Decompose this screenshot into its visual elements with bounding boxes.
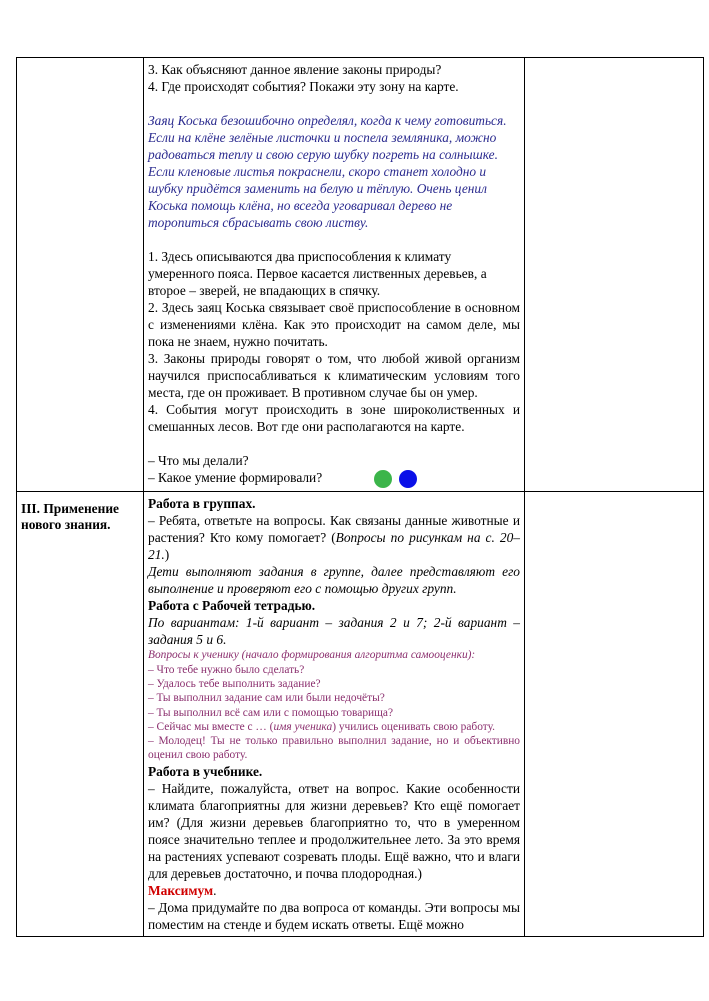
answer-3: 3. Законы природы говорят о том, что любой живой организм научился приспосабливаться к климатическим условиям того места, где он проживает. В противном случае бы он умер. — [148, 351, 520, 400]
group-work-instruction: Дети выполняют задания в группе, далее представляют его выполнение и проверяют его с помощью других групп. — [148, 564, 520, 597]
final-question-2: – Какое умение формировали? — [148, 469, 520, 488]
question-3: 3. Как объясняют данное явление законы природы? — [148, 62, 442, 77]
stage-cell — [17, 58, 144, 492]
textbook-heading: Работа в учебнике. — [148, 763, 263, 779]
stage-title: III. Применение нового знания. — [21, 501, 120, 533]
self-assessment-together: – Сейчас мы вместе с … (имя ученика) учились оценивать свою работу. — [148, 720, 496, 733]
notes-cell — [525, 58, 704, 492]
textbook-text: – Найдите, пожалуйста, ответ на вопрос. Какие особенности климата благоприятны для жизни деревьев? Кто ещё помогает им? (Для жизни деревьев благоприятно то, что в умеренном поясе значительно теплее и продолжительнее лето. За это время на растениях успевают созревать плоды. Ещё важно, что и влаги для деревьев достаточно, и почва плодородная.) — [148, 780, 520, 881]
maximum-text: – Дома придумайте по два вопроса от команды. Эти вопросы мы поместим на стенде и будем искать ответы. Ещё можно — [148, 899, 520, 932]
group-work-text: – Ребята, ответьте на вопросы. Как связаны данные животные и растения? Кто кому помогает? (Вопросы по рисункам на с. 20–21.) — [148, 513, 520, 563]
group-work-heading: Работа в группах. — [148, 496, 256, 512]
final-question-1: – Что мы делали? — [148, 453, 249, 468]
self-assessment-title: Вопросы к ученику (начало формирования алгоритма самооценки): — [148, 649, 476, 662]
table-row — [17, 58, 704, 492]
maximum-heading: Максимум. — [148, 882, 217, 898]
workbook-variants: По вариантам: 1-й вариант – задания 2 и 7; 2-й вариант – задания 5 и 6. — [148, 615, 520, 648]
answer-2: 2. Здесь заяц Коська связывает своё приспособление в основном с изменениями клёна. Как это происходит на самом деле, мы пока не знаем, нужно почитать. — [148, 300, 520, 349]
self-assessment-q1: – Что тебе нужно было сделать? — [148, 663, 305, 676]
self-assessment-q3: – Ты выполнил задание сам или были недочёты? — [148, 692, 385, 705]
green-dot-icon — [374, 470, 392, 488]
table-row — [17, 492, 704, 936]
self-assessment-q2: – Удалось тебе выполнить задание? — [148, 677, 321, 690]
answer-4: 4. События могут происходить в зоне широколиственных и смешанных лесов. Вот где они располагаются на карте. — [148, 402, 520, 434]
lesson-table — [16, 57, 704, 937]
blue-dot-icon — [399, 470, 417, 488]
content-cell — [144, 492, 525, 936]
question-4: 4. Где происходят события? Покажи эту зону на карте. — [148, 79, 459, 94]
notes-cell — [525, 492, 704, 936]
content-cell — [144, 58, 525, 492]
self-assessment-praise: – Молодец! Ты не только правильно выполнил задание, но и объективно оценил свою работу. — [148, 735, 520, 762]
story-text: Заяц Коська безошибочно определял, когда к чему готовиться. Если на клёне зелёные листочки и поспела земляника, можно радоваться теплу и свою серую шубку погреть на солнышке. Если кленовые листья покраснели, скоро станет холодно и шубку придётся заменить на белую и тёплую. Очень ценил Коська помощь клёна, но всегда уговаривал дерево не торопиться сбрасывать свою листву. — [148, 113, 507, 230]
color-dots — [374, 469, 424, 488]
stage-cell — [17, 492, 144, 936]
answer-1: 1. Здесь описываются два приспособления к климату умеренного пояса. Первое касается лиственных деревьев, а второе – зверей, не впадающих в спячку. — [148, 249, 487, 298]
workbook-heading: Работа с Рабочей тетрадью. — [148, 598, 316, 614]
self-assessment-q4: – Ты выполнил всё сам или с помощью товарища? — [148, 706, 393, 719]
